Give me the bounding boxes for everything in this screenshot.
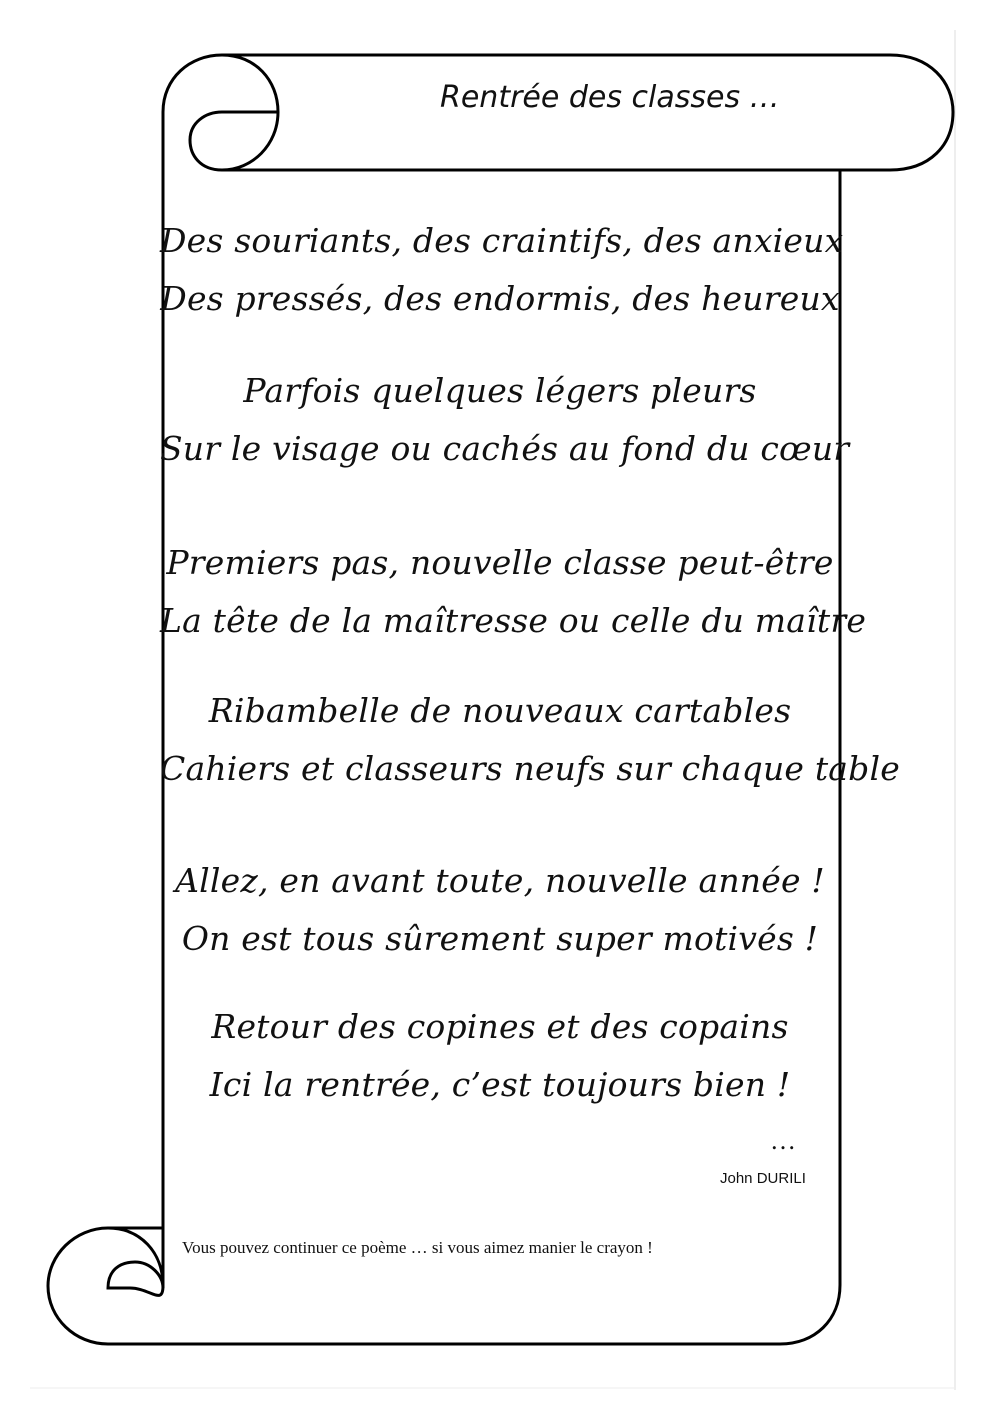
poem-line: Cahiers et classeurs neufs sur chaque table (160, 749, 900, 788)
stanza-3 (160, 534, 867, 650)
stanza-5 (160, 852, 840, 968)
poem-line: Allez, en avant toute, nouvelle année ! (175, 861, 825, 900)
footer-note: Vous pouvez continuer ce poème … si vous aimez manier le crayon ! (182, 1238, 653, 1257)
stanza-1 (160, 212, 844, 328)
poem-line: On est tous sûrement super motivés ! (181, 919, 819, 958)
poem-line: La tête de la maîtresse ou celle du maître (160, 601, 867, 640)
poem-author: John DURILI (720, 1170, 806, 1187)
poem-line: Ici la rentrée, c’est toujours bien ! (209, 1065, 791, 1104)
poem-line: Des pressés, des endormis, des heureux (160, 279, 840, 318)
poem-continuation-dots: … (770, 1126, 802, 1155)
stanza-2 (160, 362, 850, 478)
poem-line: Ribambelle de nouveaux cartables (208, 691, 792, 730)
poem-line: Des souriants, des craintifs, des anxieux (160, 221, 844, 260)
poem-line: Retour des copines et des copains (211, 1007, 789, 1046)
poem-title: Rentrée des classes … (440, 80, 780, 115)
poem-line: Parfois quelques légers pleurs (243, 371, 757, 410)
stanza-4 (160, 682, 900, 798)
poem-line: Premiers pas, nouvelle classe peut-être (166, 543, 834, 582)
poem-line: Sur le visage ou cachés au fond du cœur (160, 429, 850, 468)
stanza-6 (160, 998, 840, 1114)
